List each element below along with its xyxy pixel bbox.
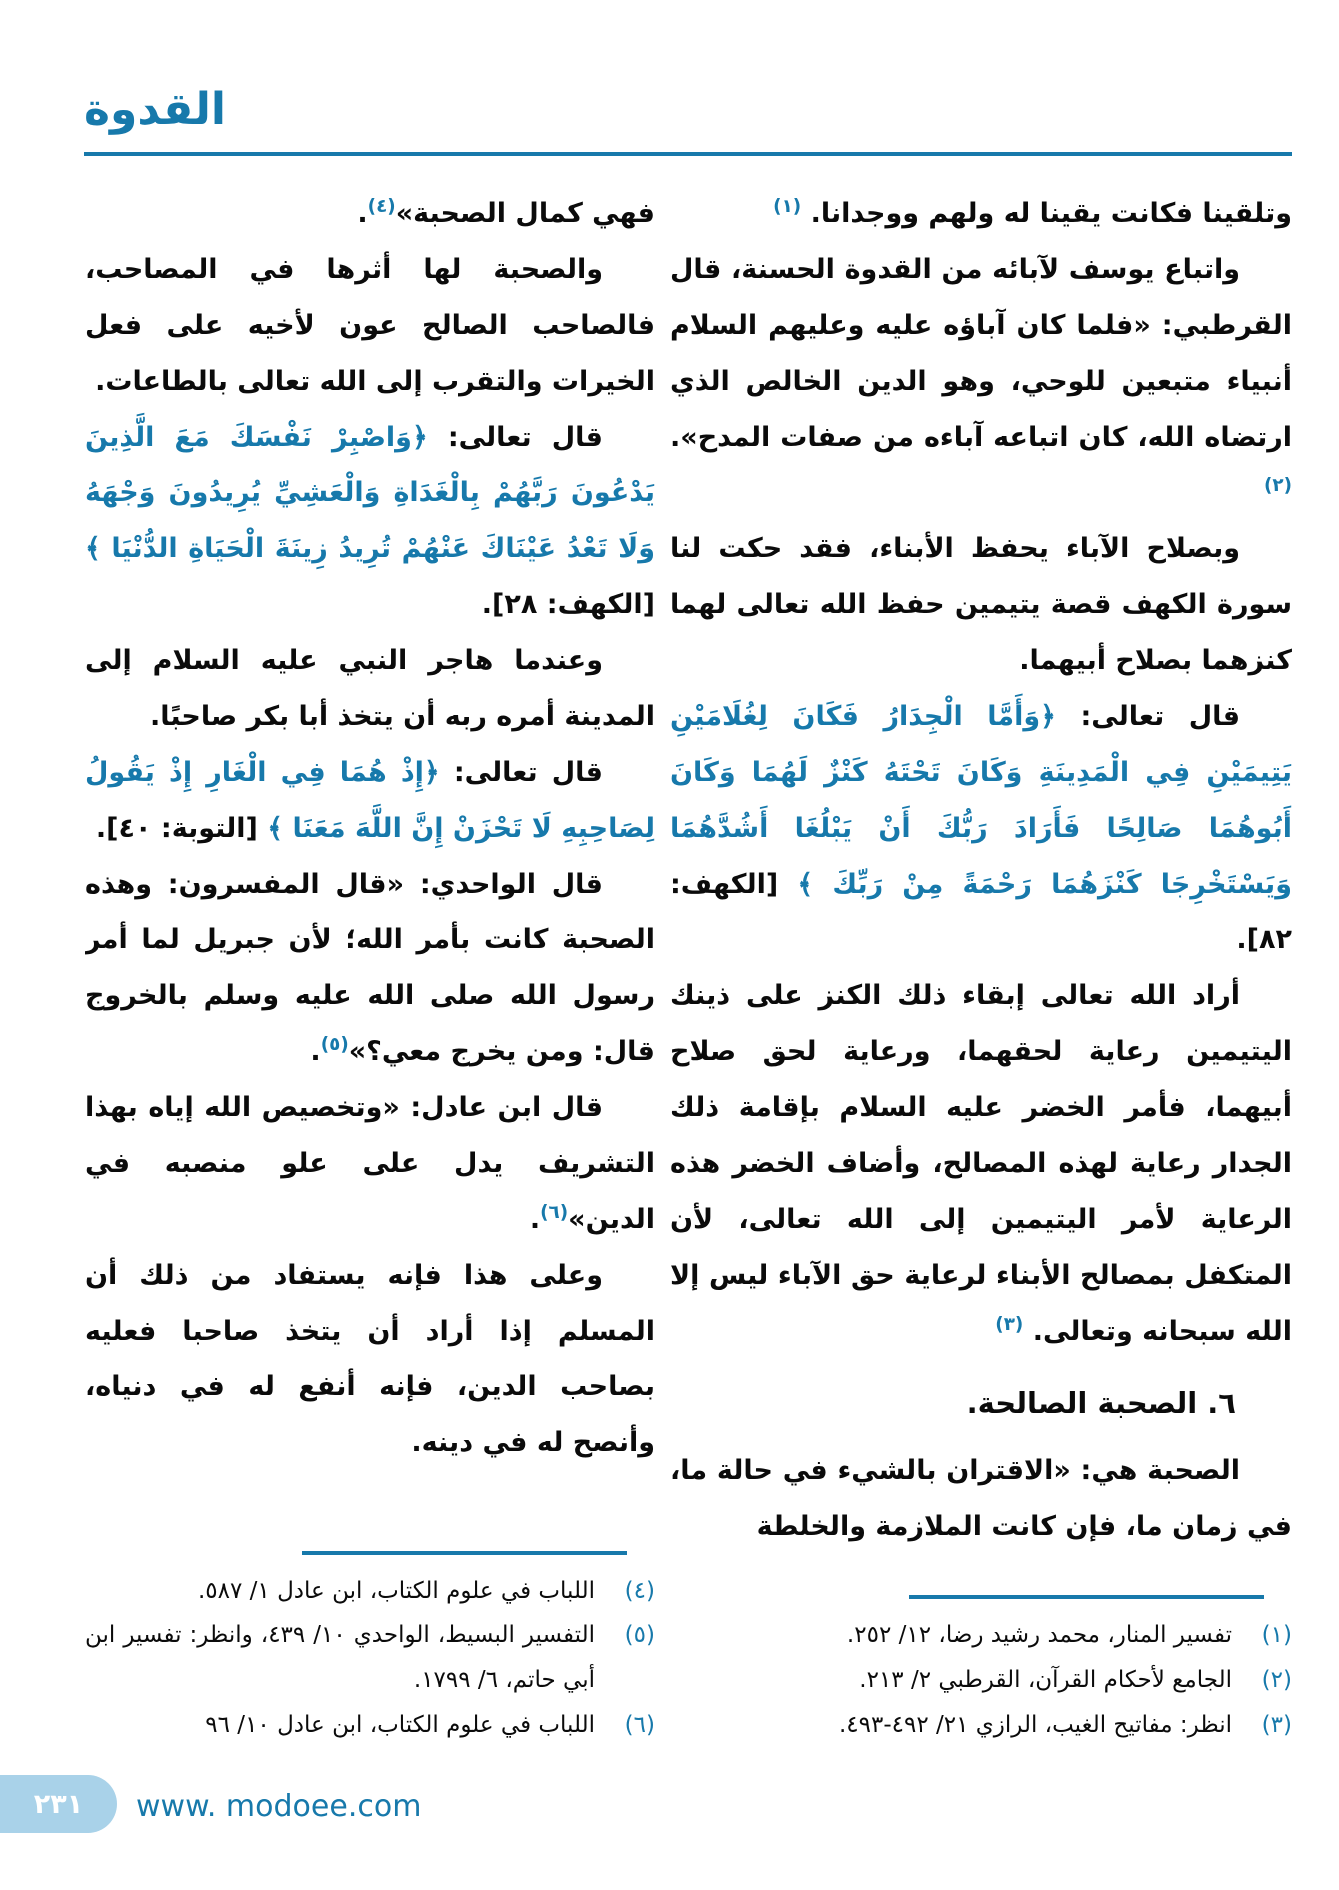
footnote-item	[85, 1569, 655, 1614]
quran-verse: ﴿وَاصْبِرْ نَفْسَكَ مَعَ الَّذِينَ يَدْعُونَ رَبَّهُمْ بِالْغَدَاةِ وَالْعَشِيِّ يُرِيدُونَ وَجْهَهُ وَلَا تَعْدُ عَيْنَاكَ عَنْهُمْ تُرِيدُ زِينَةَ الْحَيَاةِ الدُّنْيَا ﴾	[85, 421, 655, 565]
body-text: والصحبة لها أثرها في المصاحب، فالصاحب الصالح عون لأخيه على فعل الخيرات والتقرب إلى الله تعالى بالطاعات.	[85, 253, 655, 397]
paragraph	[670, 968, 1292, 1359]
text-columns	[85, 186, 1292, 1748]
paragraph	[670, 1443, 1292, 1555]
body-text: [الكهف: ٢٨].	[481, 589, 655, 621]
body-text: وعلى هذا فإنه يستفاد من ذلك أن المسلم إذا أراد أن يتخذ صاحبا فعليه بصاحب الدين، فإنه أنفع له في دنياه، وأنصح له في دينه.	[85, 1259, 655, 1459]
footnote-separator	[909, 1595, 1264, 1599]
column-right-footnotes	[670, 1613, 1292, 1748]
footnote-item	[670, 1703, 1292, 1748]
section-heading	[670, 1373, 1292, 1433]
paragraph	[85, 633, 655, 745]
column-right-body	[670, 186, 1292, 1555]
paragraph	[85, 1248, 655, 1472]
quran-verse: ﴿وَأَمَّا الْجِدَارُ فَكَانَ لِغُلَامَيْنِ يَتِيمَيْنِ فِي الْمَدِينَةِ وَكَانَ تَحْتَهُ كَنْزٌ لَهُمَا وَكَانَ أَبُوهُمَا صَالِحًا فَأَرَادَ رَبُّكَ أَنْ يَبْلُغَا أَشُدَّهُمَا وَيَسْتَخْرِجَا كَنْزَهُمَا رَحْمَةً مِنْ رَبِّكَ ﴾	[670, 700, 1292, 900]
footnote-text: اللباب في علوم الكتاب، ابن عادل ١٠/ ٩٦	[205, 1712, 595, 1739]
paragraph	[670, 521, 1292, 689]
quran-verse: ﴿إِذْ هُمَا فِي الْغَارِ إِذْ يَقُولُ لِصَاحِبِهِ لَا تَحْزَنْ إِنَّ اللَّهَ مَعَنَا ﴾	[85, 756, 655, 844]
footnote-ref: (٦)	[540, 1201, 569, 1223]
footnote-text: الجامع لأحكام القرآن، القرطبي ٢/ ٢١٣.	[859, 1667, 1232, 1694]
body-text: قال ابن عادل: «وتخصيص الله إياه بهذا التشريف يدل على علو منصبه في الدين»	[85, 1092, 655, 1235]
footnote-ref: (١)	[773, 196, 802, 217]
body-text: وعندما هاجر النبي عليه السلام إلى المدينة أمره ربه أن يتخذ أبا بكر صاحبًا.	[85, 645, 655, 732]
paragraph	[85, 745, 655, 857]
footnote-marker: (١)	[1261, 1622, 1292, 1649]
footnote-marker: (٥)	[624, 1622, 655, 1649]
body-text: ٦. الصحبة الصالحة.	[966, 1386, 1236, 1421]
footnote-marker: (٢)	[1261, 1667, 1292, 1694]
page-number: ٢٣١	[33, 1788, 84, 1820]
body-text: وتلقينا فكانت يقينا له ولهم ووجدانا.	[801, 198, 1292, 229]
footnote-ref: (٤)	[367, 196, 396, 217]
column-left	[85, 186, 655, 1748]
body-text: [التوبة: ٤٠].	[95, 812, 268, 844]
page-title: القدوة	[84, 84, 227, 135]
footnote-item	[670, 1613, 1292, 1658]
footnote-ref: (٣)	[995, 1313, 1024, 1335]
column-left-footnotes	[85, 1569, 655, 1748]
footnote-ref: (٢)	[1263, 475, 1292, 497]
paragraph	[670, 242, 1292, 521]
column-left-body	[85, 186, 655, 1471]
column-right-footnote-block	[670, 1589, 1292, 1748]
paragraph	[85, 410, 655, 634]
paragraph	[85, 242, 655, 410]
body-text: الصحبة هي: «الاقتران بالشيء في حالة ما، في زمان ما، فإن كانت الملازمة والخلطة	[670, 1455, 1292, 1543]
column-left-footnote-block	[85, 1545, 655, 1748]
body-text: واتباع يوسف لآبائه من القدوة الحسنة، قال القرطبي: «فلما كان آباؤه عليه وعليهم السلام أنبياء متبعين للوحي، وهو الدين الخالص الذي ارتضاه الله، كان اتباعه آباءه من صفات المدح».	[670, 253, 1292, 453]
footnote-text: انظر: مفاتيح الغيب، الرازي ٢١/ ٤٩٢-٤٩٣.	[838, 1712, 1232, 1739]
body-text: .	[529, 1203, 541, 1235]
footnote-marker: (٤)	[624, 1577, 655, 1604]
body-text: قال تعالى:	[1055, 700, 1240, 732]
footnote-ref: (٥)	[320, 1034, 349, 1056]
paragraph	[85, 857, 655, 1081]
footnote-marker: (٣)	[1261, 1712, 1292, 1739]
footnote-item	[85, 1613, 655, 1703]
page-number-tab	[0, 1775, 117, 1833]
body-text: .	[357, 198, 368, 229]
footnote-item	[670, 1658, 1292, 1703]
body-text: وبصلاح الآباء يحفظ الأبناء، فقد حكت لنا سورة الكهف قصة يتيمين حفظ الله تعالى لهما كنزهما بصلاح أبيهما.	[670, 533, 1292, 676]
body-text: [الكهف: ٨٢].	[670, 868, 1292, 956]
footnote-text: اللباب في علوم الكتاب، ابن عادل ١/ ٥٨٧.	[197, 1577, 595, 1604]
paragraph	[85, 1080, 655, 1248]
paragraph	[670, 689, 1292, 968]
footnote-text: تفسير المنار، محمد رشيد رضا، ١٢/ ٢٥٢.	[846, 1622, 1232, 1649]
paragraph	[670, 186, 1292, 242]
website-text: www. modoee.com	[136, 1789, 422, 1824]
footnote-item	[85, 1703, 655, 1748]
body-text: قال تعالى:	[427, 421, 603, 453]
body-text: فهي كمال الصحبة»	[395, 198, 655, 229]
header-rule	[84, 152, 1292, 156]
body-text: أراد الله تعالى إبقاء ذلك الكنز على ذينك اليتيمين رعاية لحقهما، ورعاية لحق صلاح أبيهما، فأمر الخضر عليه السلام بإقامة ذلك الجدار رعاية لهذه المصالح، وأضاف الخضر هذه الرعاية لأمر اليتيمين إلى الله تعالى، لأن المتكفل بمصالح الأبناء لرعاية حق الآباء ليس إلا الله سبحانه وتعالى.	[670, 980, 1292, 1347]
body-text: قال تعالى:	[439, 756, 603, 788]
column-right	[670, 186, 1292, 1748]
footnote-text: التفسير البسيط، الواحدي ١٠/ ٤٣٩، وانظر: تفسير ابن أبي حاتم، ٦/ ١٧٩٩.	[85, 1622, 595, 1694]
body-text: .	[310, 1036, 321, 1068]
body-text: قال الواحدي: «قال المفسرون: وهذه الصحبة كانت بأمر الله؛ لأن جبريل لما أمر رسول الله صلى الله عليه وسلم بالخروج قال: ومن يخرج معي؟»	[85, 868, 655, 1068]
footnote-separator	[302, 1551, 627, 1555]
footnote-marker: (٦)	[624, 1712, 655, 1739]
paragraph	[85, 186, 655, 242]
